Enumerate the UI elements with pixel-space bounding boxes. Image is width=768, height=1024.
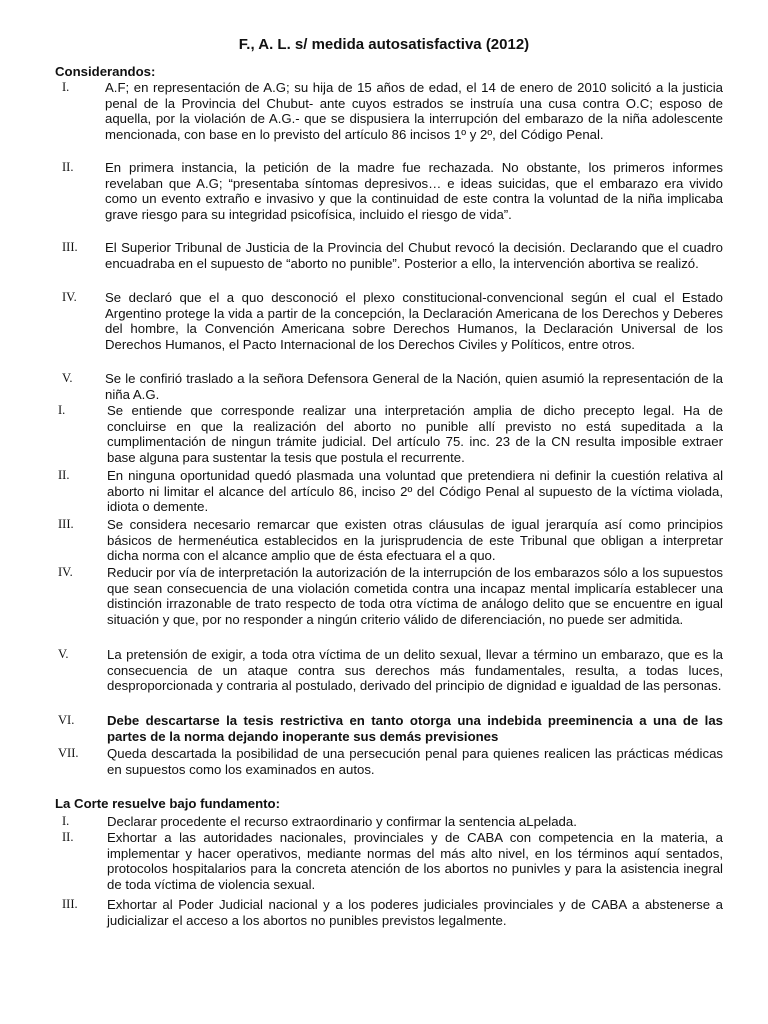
considerando-item: Debe descartarse la tesis restrictiva en tanto otorga una indebida preeminencia a una de las partes de la norma dejando inoperante sus demás previsiones [107, 713, 723, 744]
item-number: III. [62, 240, 78, 254]
item-number: IV. [62, 290, 77, 304]
considerando-item: Reducir por vía de interpretación la autorización de la interrupción de los embarazos sólo a los supuestos que sean consecuencia de una violación cometida contra una incapaz mental implicaría establecer una distinción irrazonable de trato respecto de toda otra víctima de análogo delito que se encuentre en igual situación y que, por no responder a ningún criterio válido de diferenciación, no puede ser admitida. [107, 565, 723, 628]
considerando-item: En primera instancia, la petición de la madre fue rechazada. No obstante, los primeros informes revelaban que A.G; “presentaba síntomas depresivos… e ideas suicidas, que el embarazo era vivido como un evento extraño e invasivo y que la continuidad de este contra la voluntad de la niña implicaba grave riesgo para su integridad psicofísica, incluido el riesgo de vida”. [105, 160, 723, 223]
considerando-item: En ninguna oportunidad quedó plasmada una voluntad que pretendiera ni definir la cuestión relativa al aborto ni limitar el alcance del artículo 86, inciso 2º del Código Penal al supuesto de la víctima violada, idiota o demente. [107, 468, 723, 515]
resolucion-item: Declarar procedente el recurso extraordinario y confirmar la sentencia aLpelada. [107, 814, 577, 829]
considerando-item: La pretensión de exigir, a toda otra víctima de un delito sexual, llevar a término un embarazo, que es la consecuencia de un ataque contra sus derechos más fundamentales, resulta, a todas luces, desproporcionada y contraria al postulado, derivado del principio de dignidad e igualdad de las personas. [107, 647, 723, 694]
considerando-item: Se declaró que el a quo desconoció el plexo constitucional-convencional según el cual el Estado Argentino protege la vida a partir de la concepción, la Declaración Americana de los Derechos y Deberes del hombre, la Convención Americana sobre Derechos Humanos, la Declaración Universal de los Derechos Humanos, el Pacto Internacional de los Derechos Civiles y Políticos, entre otros. [105, 290, 723, 353]
item-number: V. [62, 371, 73, 385]
considerando-item: Queda descartada la posibilidad de una persecución penal para quienes realicen las prácticas médicas en supuestos como los examinados en autos. [107, 746, 723, 777]
resolucion-item: Exhortar al Poder Judicial nacional y a los poderes judiciales provinciales y de CABA a abstenerse a judicializar el acceso a los abortos no punibles previstos legalmente. [107, 897, 723, 928]
considerando-item: Se le confirió traslado a la señora Defensora General de la Nación, quien asumió la representación de la niña A.G. [105, 371, 723, 402]
item-number: VII. [58, 746, 79, 760]
document-title: F., A. L. s/ medida autosatisfactiva (2012) [238, 36, 530, 53]
item-number: I. [62, 814, 70, 828]
considerandos-heading: Considerandos: [55, 64, 156, 79]
item-number: II. [58, 468, 70, 482]
item-number: I. [62, 80, 70, 94]
considerando-item: Se entiende que corresponde realizar una interpretación amplia de dicho precepto legal. Ha de concluirse en que la realización del aborto no punible allí previsto no está supeditada a la cumplimentación de ningun trámite judicial. Del artículo 75. inc. 23 de la CN resulta imposible extraer base alguna para sustentar la tesis que postula el recurrente. [107, 403, 723, 466]
item-number: IV. [58, 565, 73, 579]
resolucion-heading: La Corte resuelve bajo fundamento: [55, 796, 280, 811]
item-number: III. [58, 517, 74, 531]
resolucion-item: Exhortar a las autoridades nacionales, provinciales y de CABA con competencia en la materia, a implementar y hacer operativos, mediante normas del más alto nivel, en los términos aquí sentados, protocolos hospitalarios para la concreta atención de los abortos no punivles y para la asistencia inegral de toda víctima de violencia sexual. [107, 830, 723, 893]
item-number: I. [58, 403, 66, 417]
item-number: II. [62, 830, 74, 844]
considerando-item: Se considera necesario remarcar que existen otras cláusulas de igual jerarquía así como principios básicos de hermenéutica establecidos en la jurisprudencia de este Tribunal que obligan a interpretar dicha norma con el alcance amplio que de ésta efectuara el a quo. [107, 517, 723, 564]
item-number: III. [62, 897, 78, 911]
item-number: II. [62, 160, 74, 174]
item-number: V. [58, 647, 69, 661]
considerando-item: A.F; en representación de A.G; su hija de 15 años de edad, el 14 de enero de 2010 solicitó a la justicia penal de la Provincia del Chubut- ante cuyos estrados se instruía una cusa contra O.C; esposo de aquella, por la violación de A.G.- que se dispusiera la interrupción del embarazo de la niña adolescente mencionada, con base en lo previsto del artículo 86 incisos 1º y 2º, del Código Penal. [105, 80, 723, 143]
item-number: VI. [58, 713, 75, 727]
considerando-item: El Superior Tribunal de Justicia de la Provincia del Chubut revocó la decisión. Declarando que el cuadro encuadraba en el supuesto de “aborto no punible”. Posterior a ello, la intervención abortiva se realizó. [105, 240, 723, 271]
